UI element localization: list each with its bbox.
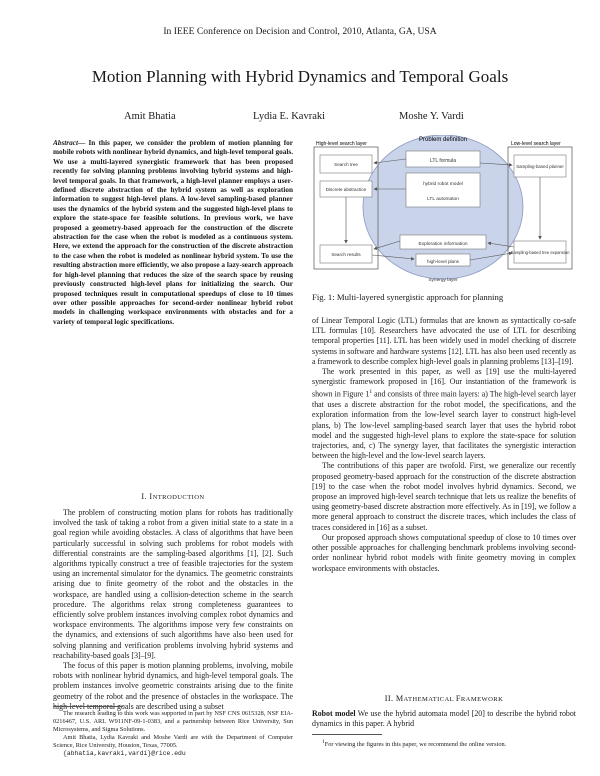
high-level-plans-label: high-level plans <box>427 259 459 264</box>
online-version-footnote <box>322 738 576 749</box>
footnote-marker: 1 <box>369 389 373 396</box>
author-2: Lydia E. Kavraki <box>253 111 326 122</box>
funding-footnote: The research leading to this work was supported in part by NSF CNS 0615328, NSF EIA-0216467, U.S. ARL W911NF-09-1-0383, and a partnership between Rice University, Sun Microsystems, and Sigma Solutions. <box>53 710 293 734</box>
intro-paragraph-2: The focus of this paper is motion planning problems, involving, mobile robots with nonlinear hybrid dynamics, and high-level temporal goals. The problem instances involve geometric constraints arising due to the finite geometry of the robot and the presence of obstacles in the workspace. The high-level temporal goals are described using a subset <box>53 661 293 711</box>
tree-expansion-label: Sampling-based tree expansion <box>510 250 570 255</box>
section-2-first-letter-2: F <box>455 694 461 703</box>
section-1-first-letter: I <box>149 492 153 501</box>
ltl-formula-label: LTL formula <box>429 158 457 164</box>
low-level-layer-label: Low-level search layer <box>511 141 561 147</box>
paper-title: Motion Planning with Hybrid Dynamics and Temporal Goals <box>91 67 509 86</box>
contributions-paragraph: The contributions of this paper are twofold. First, we generalize our recently proposed geometry-based approach for the construction of the discrete abstraction [19] to the case when the robot model involves hybrid dynamics. Second, we propose an improved high-level search technique that lets us realize the benefits of using geometry-based discrete abstraction more effectively. As in [19], we follow a more general approach to construct the discrete traces, which includes the class of traces considered in [16] as a subset. <box>312 461 576 532</box>
footnote-number: 1 <box>322 739 325 745</box>
section-2-title-part-2: RAMEWORK <box>460 696 504 703</box>
robot-model-paragraph <box>312 709 576 729</box>
author-3: Moshe Y. Vardi <box>399 111 464 122</box>
footnote-text: For viewing the figures in this paper, we recommend the online version. <box>324 741 507 749</box>
hybrid-robot-model-label: hybrid robot model <box>423 182 463 187</box>
search-results-label: Search results <box>331 252 361 257</box>
figure-1-diagram <box>312 135 574 287</box>
search-tree-label: Search tree <box>334 162 358 167</box>
intro-paragraph-1: The problem of constructing motion plans for robots has traditionally involved the task of taking a robot from a given initial state to a state in a goal region while avoiding obstacles. A class of algorithms that have been particularly successful in solving such problems for robot models with differential constraints are the sampling-based algorithms [1], [2]. Such algorithms typically construct a tree of feasible trajectories for the system using an incremental simulator for the dynamics. The geometric constraints arising due to finite geometry of the robot and the obstacles in the workspace, are handled using a collision-detection scheme in the search procedure. The algorithms relax strong completeness guarantees to efficiently solve problem instances involving complex robot dynamics and workspace environments. The algorithms impose very few constraints on the dynamics, and extensions of such algorithms have also been used for solving planning and verification problems involving hybrid systems and reachability-based goals [3]–[9]. <box>53 508 293 660</box>
exploration-info-label: Exploration information <box>418 242 468 247</box>
framework-text-b: and consists of three main layers: a) The high-level search layer that uses a discrete abstraction for the robot model, the specifications, and the exploration information from the low-level search layer to construct high-level plans, b) The low-level sampling-based search layer that uses the hybrid robot model and the suggested high-level plans to explore the state-space for solution trajectories, and, c) The synergy layer, that facilitates the synergistic interaction between the high-level and the low-level search layers. <box>312 390 576 461</box>
right-footnote-rule <box>312 734 382 735</box>
section-2-title-part-1: ATHEMATICAL <box>403 696 456 703</box>
sampling-planner-label: Sampling-based planner <box>516 164 564 169</box>
framework-text-a: The work presented in this paper, as well as [19] use the multi-layered synergistic framework proposed in [16]. Our instantiation of the framework is shown in Figure 1 <box>312 367 576 400</box>
discrete-abstraction-label: Discrete abstraction <box>325 187 367 192</box>
ltl-paragraph: of Linear Temporal Logic (LTL) formulas that are known as syntactically co-safe LTL formulas [10]. Researchers have advocated the use of LTL for describing temporal properties [11]. LTL has been widely used in model checking of discrete systems in software and hardware systems [12]. LTL has also been used recently as a framework to describe complex high-level goals in planning problems [13]–[19]. <box>312 316 576 366</box>
abstract-lead: Abstract <box>53 139 78 147</box>
section-2-first-letter-1: M <box>395 694 404 703</box>
affiliation-footnote: Amit Bhatia, Lydia Kavraki and Moshe Vardi are with the Department of Computer Science, Rice University, Houston, Texas, 77005. <box>53 734 293 750</box>
robot-model-label: Robot model <box>312 709 356 718</box>
section-1-title-rest: NTRODUCTION <box>152 494 205 501</box>
footnote-rule <box>53 706 123 707</box>
right-column-body <box>312 316 576 574</box>
section-1-heading <box>53 492 293 501</box>
speedup-paragraph: Our proposed approach shows computational speedup of close to 10 times over other possible approaches for challenging benchmark problems involving second-order nonlinear hybrid robot models with finite geometry moving in complex workspace environments with obstacles. <box>312 532 576 573</box>
abstract <box>53 139 293 327</box>
author-email: {abhatia,kavraki,vardi}@rice.edu <box>63 750 186 758</box>
conference-header: In IEEE Conference on Decision and Control, 2010, Atlanta, GA, USA <box>163 26 437 37</box>
abstract-text: — In this paper, we consider the problem of motion planning for mobile robots with nonlinear hybrid dynamics, and high-level temporal goals. We use a multi-layered synergistic framework that has been proposed recently for solving planning problems involving hybrid systems and high-level temporal goals. In that framework, a high-level planner employs a user-defined discrete abstraction of the hybrid system as well as exploration information to suggest high-level plans. A low-level sampling-based planner uses the dynamics of the hybrid system and the suggested high-level plans to explore the state-space for feasible solutions. In previous work, we have proposed a geometry-based approach for the construction of the discrete abstraction for the case when the robot is modeled as a continuous system. Here, we extend the approach for the construction of the discrete abstraction to the case when the robot is modeled as nonlinear hybrid system. To use the resulting abstraction more efficiently, we also propose a lazy-search approach for high-level planning that reduces the size of the search space by reusing previously constructed high-level plans for initializing the search. Our proposed techniques result in computational speedups of close to 10 times over other possible approaches for second-order nonlinear hybrid robot models in challenging workspace environments with obstacles and for a variety of temporal logic specifications. <box>53 139 294 326</box>
robot-model-text: We use the hybrid automata model [20] to describe the hybrid robot dynamics in this paper. A hybrid <box>312 709 576 729</box>
intro-body <box>53 508 293 712</box>
footnotes-left <box>53 710 293 759</box>
section-2-heading <box>312 694 576 703</box>
section-1-number: I. <box>141 492 150 501</box>
ltl-automaton-label: LTL automaton <box>427 197 459 202</box>
high-level-layer-label: High-level search layer <box>316 141 367 147</box>
author-1: Amit Bhatia <box>124 111 176 122</box>
figure-1-caption: Fig. 1: Multi-layered synergistic approach for planning <box>312 292 504 302</box>
synergy-layer-label: Synergy layer <box>428 278 458 283</box>
framework-paragraph <box>312 367 576 461</box>
problem-definition-label: Problem definition <box>418 137 468 143</box>
section-2-number: II. <box>384 694 396 703</box>
